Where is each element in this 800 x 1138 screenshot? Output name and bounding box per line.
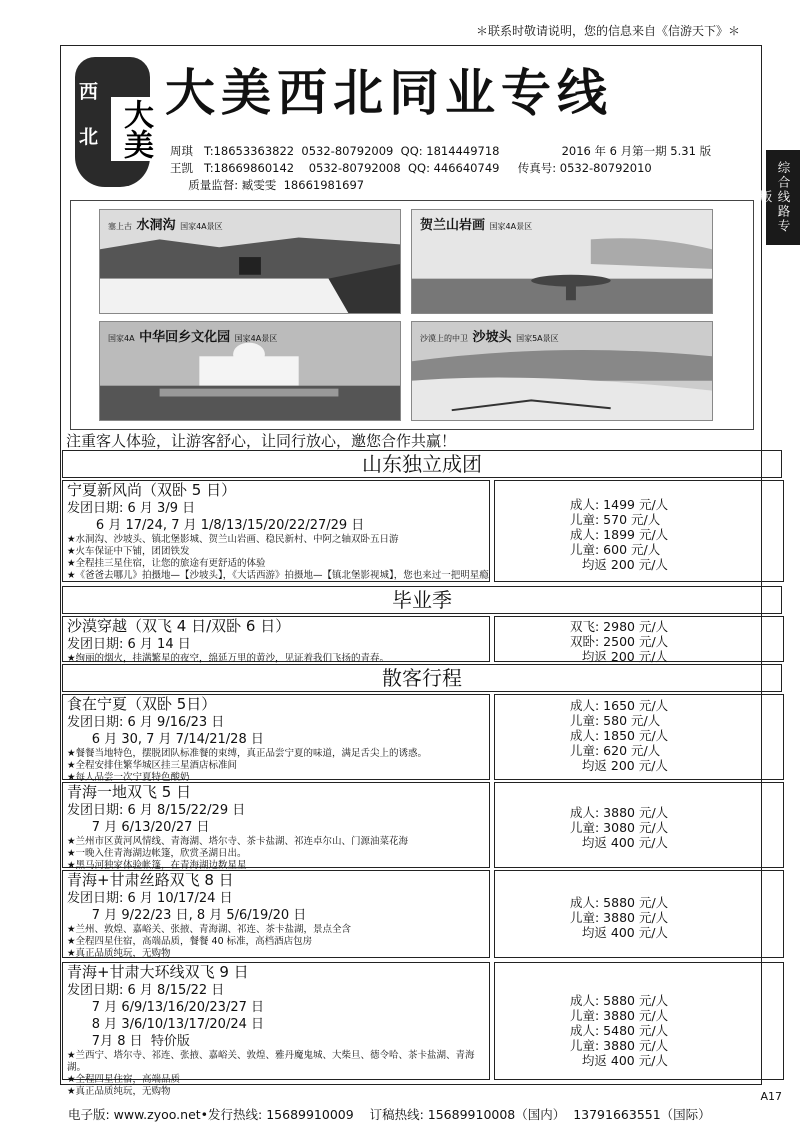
route-note: ★真正品质纯玩，无购物 xyxy=(67,1086,171,1097)
price-line: 均返 400 元/人 xyxy=(570,925,668,940)
price-line: 成人: 3880 元/人 xyxy=(570,805,669,820)
photo-helanshan xyxy=(411,209,713,314)
price-line: 儿童: 600 元/人 xyxy=(570,542,661,557)
price-line: 儿童: 3880 元/人 xyxy=(570,910,669,925)
photo-shuidonggou xyxy=(99,209,401,314)
price-box xyxy=(494,782,784,868)
price-line: 成人: 1899 元/人 xyxy=(570,527,669,542)
photo-grid xyxy=(70,200,754,430)
logo-seal xyxy=(75,57,153,187)
photo-shapotou xyxy=(411,321,713,421)
route-box xyxy=(62,782,490,871)
route-date: 发团日期: 6 月 9/16/23 日 xyxy=(67,715,225,730)
route-note: ★兰西宁、塔尔寺、祁连、张掖、嘉峪关、敦煌、雅丹魔鬼城、大柴旦、德令哈、茶卡盐湖、青海湖。 xyxy=(67,1050,475,1073)
route-name: 食在宁夏（双卧 5日） xyxy=(67,695,217,713)
photo-caption: 贺兰山岩画 国家4A景区 xyxy=(420,218,533,233)
route-note: ★水洞沟、沙坡头、镇北堡影城、贺兰山岩画、稳民新村、中阿之轴双卧五日游 xyxy=(67,534,399,545)
route-note: ★兰州、敦煌、嘉峪关、张掖、青海湖、祁连、茶卡盐湖，景点全含 xyxy=(67,924,352,935)
price-line: 成人: 5880 元/人 xyxy=(570,993,669,1008)
route-note: ★全程四星住宿，高端品质 xyxy=(67,1074,181,1085)
route-box xyxy=(62,694,490,783)
page-number: A17 xyxy=(760,1090,782,1103)
price-line: 儿童: 570 元/人 xyxy=(570,512,661,527)
route-note: ★全程四星住宿，高端品质，餐餐 40 标准，高档酒店包房 xyxy=(67,936,313,947)
route-date: 8 月 3/6/10/13/17/20/24 日 xyxy=(67,1017,264,1032)
route-note: ★真正品质纯玩，无购物 xyxy=(67,948,171,959)
route-note: ★每人品尝一次宁夏特色酸奶 xyxy=(67,772,190,783)
photo-caption: 沙漠上的中卫 沙坡头 国家5A景区 xyxy=(420,330,559,345)
route-box xyxy=(62,616,490,662)
contact-line: 周琪 T:18653363822 0532-80792009 QQ: 1814449718 2016 年 6 月第一期 5.31 版 xyxy=(170,144,712,158)
route-date: 发团日期: 6 月 14 日 xyxy=(67,637,191,652)
price-line: 均返 200 元/人 xyxy=(570,758,668,773)
route-note: ★一晚入住青海湖边帐篷，欣赏圣湖日出。 xyxy=(67,848,247,859)
price-line: 成人: 1499 元/人 xyxy=(570,497,669,512)
route-date: 6 月 17/24, 7 月 1/8/13/15/20/22/27/29 日 xyxy=(67,518,365,533)
route-date: 7月 8 日 特价版 xyxy=(67,1034,190,1049)
route-box xyxy=(62,870,490,958)
slogan: 注重客人体验，让游客舒心，让同行放心，邀您合作共赢！ xyxy=(66,432,457,450)
price-line: 儿童: 3880 元/人 xyxy=(570,1008,669,1023)
seal-char-2: 北 xyxy=(79,126,99,148)
price-box xyxy=(494,962,784,1080)
header xyxy=(60,45,762,195)
section-title: 山东独立成团 xyxy=(62,450,782,478)
price-line: 双卧: 2500 元/人 xyxy=(570,634,669,649)
route-date: 7 月 6/9/13/16/20/23/27 日 xyxy=(67,1000,264,1015)
route-date: 7 月 9/22/23 日, 8 月 5/6/19/20 日 xyxy=(67,908,307,923)
price-line: 均返 200 元/人 xyxy=(570,557,668,572)
route-name: 青海+甘肃大环线双飞 9 日 xyxy=(67,963,249,981)
route-note: ★火车保证中下铺，团团铁发 xyxy=(67,546,190,557)
price-line: 儿童: 580 元/人 xyxy=(570,713,661,728)
route-date: 6 月 30, 7 月 7/14/21/28 日 xyxy=(67,732,264,747)
price-box xyxy=(494,694,784,780)
section-title: 散客行程 xyxy=(62,664,782,692)
route-date: 发团日期: 6 月 3/9 日 xyxy=(67,501,196,516)
route-date: 发团日期: 6 月 8/15/22/29 日 xyxy=(67,803,246,818)
route-note: ★绚丽的烟火，挂满繁星的夜空，绵延万里的黄沙，见证着我们飞扬的青春。 xyxy=(67,653,390,664)
price-line: 双飞: 2980 元/人 xyxy=(570,619,669,634)
photo-huixiang xyxy=(99,321,401,421)
route-note: ★全程挂三星住宿，让您的旅途有更舒适的体验 xyxy=(67,558,266,569)
route-note: ★兰州市区黄河风情线、青海湖、塔尔寺、茶卡盐湖、祁连卓尔山、门源油菜花海 xyxy=(67,836,409,847)
route-note: ★《爸爸去哪儿》拍摄地—【沙坡头】，《大话西游》拍摄地—【镇北堡影视城】，您也来过一把明星瘾 xyxy=(67,570,489,581)
price-line: 成人: 1850 元/人 xyxy=(570,728,669,743)
route-note: ★全程安排住繁华城区挂三星酒店标准间 xyxy=(67,760,238,771)
price-line: 儿童: 3880 元/人 xyxy=(570,1038,669,1053)
footer-text: 电子版: www.zyoo.net•发行热线: 15689910009 订稿热线: 15689910008（国内） 13791663551（国际） xyxy=(67,1107,711,1122)
price-box xyxy=(494,480,784,582)
route-name: 宁夏新风尚（双卧 5 日） xyxy=(67,481,237,499)
route-date: 发团日期: 6 月 8/15/22 日 xyxy=(67,983,225,998)
section-title: 毕业季 xyxy=(62,586,782,614)
route-name: 青海一地双飞 5 日 xyxy=(67,783,192,801)
price-line: 儿童: 620 元/人 xyxy=(570,743,661,758)
price-line: 均返 400 元/人 xyxy=(570,1053,668,1068)
photo-caption: 国家4A 中华回乡文化园 国家4A景区 xyxy=(108,330,278,345)
seal-char-3: 大美 xyxy=(111,97,159,161)
route-note: ★餐餐当地特色，摆脱团队标准餐的束缚，真正品尝宁夏的味道，满足舌尖上的诱惑。 xyxy=(67,748,428,759)
contact-line: 王凯 T:18669860142 0532-80792008 QQ: 446640749 传真号: 0532-80792010 xyxy=(170,161,652,175)
price-line: 均返 200 元/人 xyxy=(570,649,668,664)
page-title: 大美西北同业专线 xyxy=(165,63,613,122)
price-box xyxy=(494,616,784,662)
route-name: 青海+甘肃丝路双飞 8 日 xyxy=(67,871,234,889)
photo-caption: 塞上古 水洞沟 国家4A景区 xyxy=(108,218,223,233)
route-name: 沙漠穿越（双飞 4 日/双卧 6 日） xyxy=(67,617,291,635)
contact-info xyxy=(170,143,711,194)
price-box xyxy=(494,870,784,958)
price-line: 均返 400 元/人 xyxy=(570,835,668,850)
route-date: 7 月 6/13/20/27 日 xyxy=(67,820,210,835)
contact-line: 质量监督: 臧雯雯 18661981697 xyxy=(170,178,365,192)
route-box xyxy=(62,962,490,1097)
source-note: ＊联系时敬请说明，您的信息来自《信游天下》＊ xyxy=(475,24,740,38)
side-tab: 综合线路专版 xyxy=(766,150,800,245)
price-line: 成人: 1650 元/人 xyxy=(570,698,669,713)
price-line: 成人: 5880 元/人 xyxy=(570,895,669,910)
route-date: 发团日期: 6 月 10/17/24 日 xyxy=(67,891,233,906)
seal-char-1: 西 xyxy=(79,81,99,103)
route-box xyxy=(62,480,490,582)
route-note: ★黑马河独家体验帐篷，在青海湖边数星星 xyxy=(67,860,247,871)
price-line: 成人: 5480 元/人 xyxy=(570,1023,669,1038)
price-line: 儿童: 3080 元/人 xyxy=(570,820,669,835)
